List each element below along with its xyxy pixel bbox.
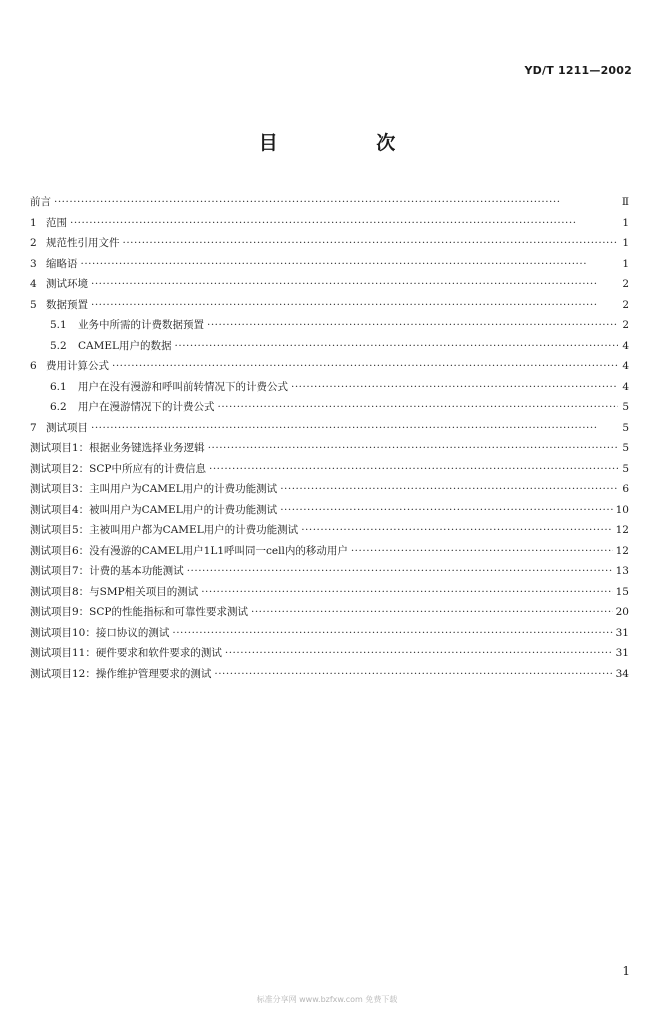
toc-entry[interactable] bbox=[30, 295, 629, 316]
toc-entry-label: 测试项目11：硬件要求和软件要求的测试 bbox=[30, 647, 222, 659]
toc-entry-number: 4 bbox=[30, 278, 37, 290]
watermark-text: 标准分享网 www.bzfxw.com 免费下载 bbox=[256, 995, 398, 1004]
toc-entry[interactable] bbox=[30, 397, 629, 418]
toc-leader-dots bbox=[207, 315, 618, 336]
toc-entry-page: 12 bbox=[615, 524, 629, 536]
toc-entry-page: 5 bbox=[622, 401, 629, 413]
toc-entry[interactable] bbox=[30, 254, 629, 275]
toc-entry-label: 测试项目5：主被叫用户都为CAMEL用户的计费功能测试 bbox=[30, 524, 299, 536]
toc-leader-dots bbox=[175, 336, 618, 357]
toc-entry[interactable] bbox=[30, 459, 629, 480]
toc-entry[interactable] bbox=[30, 233, 629, 254]
toc-entry-page: 15 bbox=[615, 585, 629, 598]
toc-entry-label: 用户在没有漫游和呼叫前转情况下的计费公式 bbox=[78, 380, 288, 393]
toc-leader-dots bbox=[225, 643, 613, 664]
toc-entry-page: 4 bbox=[622, 380, 629, 393]
toc-leader-dots bbox=[201, 582, 612, 603]
toc-entry[interactable] bbox=[30, 500, 629, 521]
toc-entry-label: 业务中所需的计费数据预置 bbox=[78, 319, 204, 331]
toc-entry[interactable] bbox=[30, 438, 629, 459]
toc-entry[interactable] bbox=[30, 602, 629, 623]
toc-entry-page: 1 bbox=[622, 216, 629, 229]
toc-entry-page: 5 bbox=[622, 462, 629, 475]
toc-entry[interactable] bbox=[30, 479, 629, 500]
toc-leader-dots bbox=[280, 500, 612, 521]
toc-entry-label: 测试项目7：计费的基本功能测试 bbox=[30, 565, 184, 577]
toc-leader-dots bbox=[112, 356, 618, 377]
toc-entry-label: 缩略语 bbox=[46, 257, 78, 270]
toc-leader-dots bbox=[123, 233, 619, 254]
toc-leader-dots bbox=[70, 213, 618, 234]
toc-entry-number: 1 bbox=[30, 216, 37, 229]
toc-leader-dots bbox=[54, 192, 618, 213]
toc-leader-dots bbox=[251, 602, 613, 623]
toc-entry[interactable] bbox=[30, 582, 629, 603]
toc-entry[interactable] bbox=[30, 541, 629, 562]
toc-entry-label: 数据预置 bbox=[46, 298, 88, 311]
toc-entry-label: 范围 bbox=[46, 216, 67, 229]
toc-leader-dots bbox=[214, 664, 612, 685]
toc-entry-label: 测试项目8：与SMP相关项目的测试 bbox=[30, 585, 199, 598]
toc-leader-dots bbox=[208, 438, 618, 459]
toc-entry-number: 6 bbox=[30, 360, 37, 372]
toc-entry-label: 测试项目4：被叫用户为CAMEL用户的计费功能测试 bbox=[30, 503, 278, 516]
toc-entry-page: 31 bbox=[615, 647, 629, 659]
toc-entry[interactable] bbox=[30, 356, 629, 377]
toc-entry[interactable] bbox=[30, 561, 629, 582]
toc-entry-page: 34 bbox=[615, 667, 629, 680]
toc-entry-label: 前言 bbox=[30, 196, 51, 208]
table-of-contents bbox=[30, 192, 629, 684]
toc-entry-page: 2 bbox=[622, 319, 629, 331]
toc-entry[interactable] bbox=[30, 192, 629, 213]
toc-entry-label: 测试项目12：操作维护管理要求的测试 bbox=[30, 667, 212, 680]
toc-leader-dots bbox=[291, 377, 618, 398]
toc-entry-label: 测试项目6：没有漫游的CAMEL用户1L1呼叫同一cell内的移动用户 bbox=[30, 544, 348, 557]
toc-entry-label: 规范性引用文件 bbox=[46, 237, 120, 249]
toc-entry-page: 4 bbox=[622, 339, 629, 352]
toc-entry-page: 13 bbox=[615, 565, 629, 577]
toc-entry-label: 测试项目3：主叫用户为CAMEL用户的计费功能测试 bbox=[30, 483, 278, 495]
toc-entry[interactable] bbox=[30, 418, 629, 439]
toc-leader-dots bbox=[91, 295, 618, 316]
toc-entry-number: 5.2 bbox=[50, 339, 67, 352]
toc-entry-page: 20 bbox=[615, 606, 629, 618]
toc-leader-dots bbox=[209, 459, 618, 480]
toc-entry-number: 5.1 bbox=[50, 319, 67, 331]
toc-entry[interactable] bbox=[30, 377, 629, 398]
toc-entry-page: 2 bbox=[622, 298, 629, 311]
toc-leader-dots bbox=[187, 561, 613, 582]
toc-entry-label: 测试项目10：接口协议的测试 bbox=[30, 626, 170, 639]
page-number: 1 bbox=[622, 964, 630, 978]
toc-entry-label: 测试项目2：SCP中所应有的计费信息 bbox=[30, 462, 206, 475]
toc-entry-label: 测试项目1：根据业务键选择业务逻辑 bbox=[30, 442, 205, 454]
toc-leader-dots bbox=[218, 397, 619, 418]
toc-entry-label: 用户在漫游情况下的计费公式 bbox=[78, 401, 215, 413]
toc-entry-label: 费用计算公式 bbox=[46, 360, 109, 372]
toc-entry-page: 1 bbox=[622, 257, 629, 270]
toc-entry-label: 测试项目 bbox=[46, 421, 88, 434]
toc-leader-dots bbox=[280, 479, 618, 500]
toc-entry[interactable] bbox=[30, 643, 629, 664]
toc-entry-page: 2 bbox=[622, 278, 629, 290]
toc-entry[interactable] bbox=[30, 520, 629, 541]
toc-entry-number: 3 bbox=[30, 257, 37, 270]
toc-entry[interactable] bbox=[30, 274, 629, 295]
toc-leader-dots bbox=[81, 254, 619, 275]
page-title: 目 次 bbox=[258, 132, 442, 154]
toc-entry-label: CAMEL用户的数据 bbox=[78, 339, 172, 352]
toc-entry[interactable] bbox=[30, 315, 629, 336]
toc-entry-page: 5 bbox=[622, 421, 629, 434]
toc-entry-label: 测试项目9：SCP的性能指标和可靠性要求测试 bbox=[30, 606, 248, 618]
toc-entry-page: 4 bbox=[622, 360, 629, 372]
toc-entry-page: Ⅱ bbox=[621, 196, 629, 208]
toc-entry-page: 10 bbox=[615, 503, 629, 516]
toc-entry-page: 1 bbox=[622, 237, 629, 249]
toc-entry-page: 5 bbox=[622, 442, 629, 454]
toc-entry-page: 12 bbox=[615, 544, 629, 557]
toc-entry-number: 6.1 bbox=[50, 380, 67, 393]
toc-leader-dots bbox=[91, 274, 618, 295]
toc-entry[interactable] bbox=[30, 336, 629, 357]
toc-leader-dots bbox=[351, 541, 613, 562]
toc-entry-page: 31 bbox=[615, 626, 629, 639]
toc-leader-dots bbox=[172, 623, 612, 644]
toc-entry-page: 6 bbox=[622, 483, 629, 495]
toc-leader-dots bbox=[91, 418, 618, 439]
toc-entry[interactable] bbox=[30, 213, 629, 234]
toc-entry-number: 2 bbox=[30, 237, 37, 249]
toc-entry-label: 测试环境 bbox=[46, 278, 88, 290]
toc-entry-number: 7 bbox=[30, 421, 37, 434]
toc-entry[interactable] bbox=[30, 664, 629, 685]
standard-code: YD/T 1211—2002 bbox=[524, 64, 632, 77]
toc-entry[interactable] bbox=[30, 623, 629, 644]
toc-entry-number: 5 bbox=[30, 298, 37, 311]
toc-leader-dots bbox=[301, 520, 612, 541]
toc-entry-number: 6.2 bbox=[50, 401, 67, 413]
